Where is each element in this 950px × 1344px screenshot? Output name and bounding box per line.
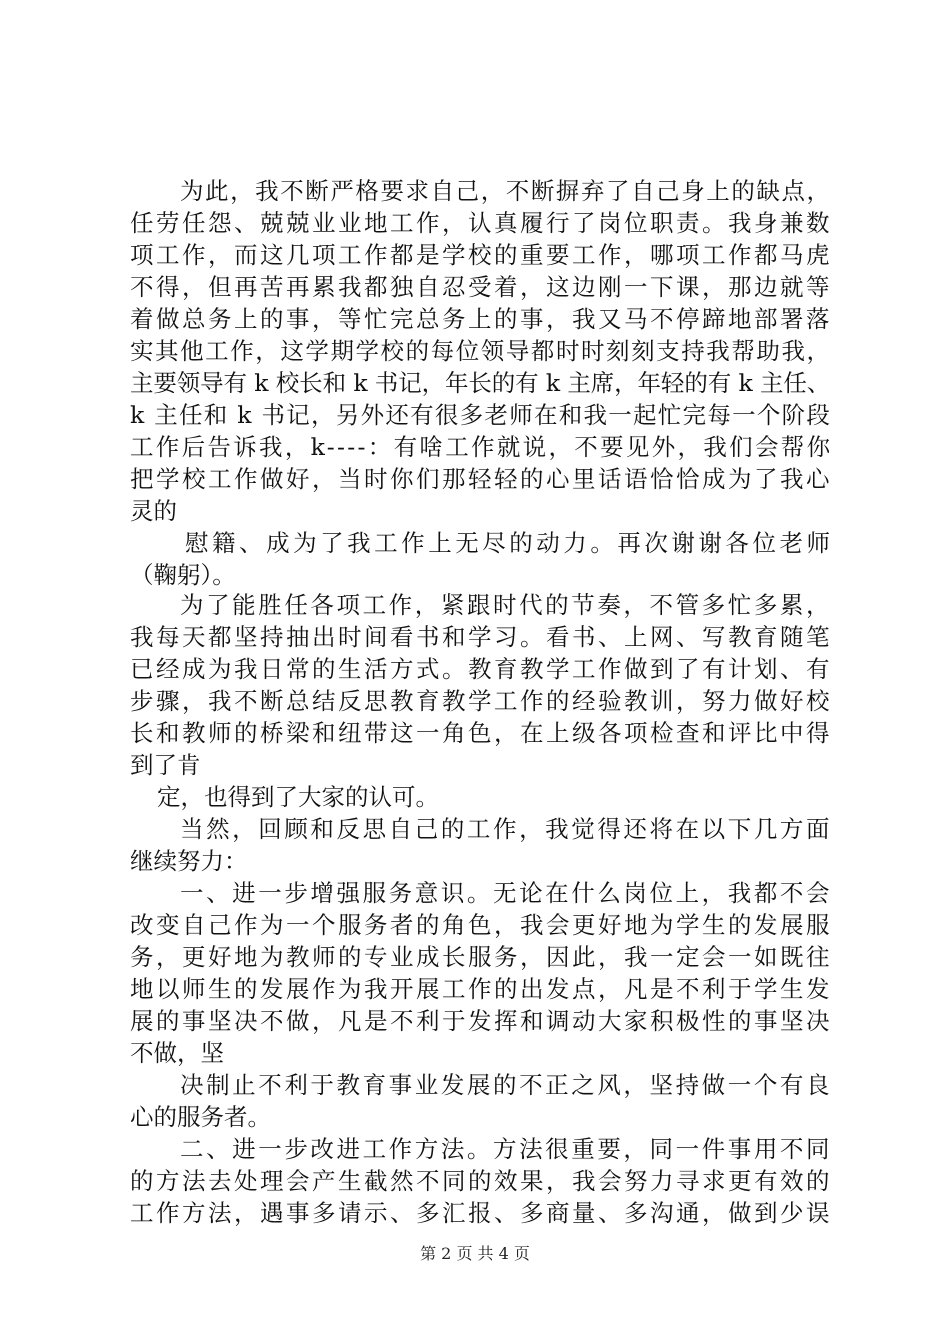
text-line: 一、进一步增强服务意识。无论在什么岗位上，我都不会 [180, 879, 833, 907]
text-line: 改变自己作为一个服务者的角色，我会更好地为学生的发展服 [130, 911, 832, 939]
text-line: 务，更好地为教师的专业成长服务，因此，我一定会一如既往 [130, 943, 832, 971]
text-line: 决制止不利于教育事业发展的不正之风，坚持做一个有良 [180, 1071, 833, 1099]
text-line: 为了能胜任各项工作，紧跟时代的节奏，不管多忙多累， [180, 591, 833, 619]
text-line: 长和教师的桥梁和纽带这一角色，在上级各项检查和评比中得 [130, 719, 832, 747]
text-line: 任劳任怨、兢兢业业地工作，认真履行了岗位职责。我身兼数 [130, 209, 832, 237]
text-line: 慰籍、成为了我工作上无尽的动力。再次谢谢各位老师 [185, 529, 834, 557]
text-line: 不做，坚 [130, 1039, 224, 1067]
text-line: 我每天都坚持抽出时间看书和学习。看书、上网、写教育随笔 [130, 623, 832, 651]
text-line: 二、进一步改进工作方法。方法很重要，同一件事用不同 [180, 1135, 833, 1163]
text-line: 展的事坚决不做，凡是不利于发挥和调动大家积极性的事坚决 [130, 1007, 832, 1035]
text-line: 不得，但再苦再累我都独自忍受着，这边刚一下课，那边就等 [130, 273, 832, 301]
text-line: 主要领导有 k 校长和 k 书记，年长的有 k 主席，年轻的有 k 主任、 [130, 369, 831, 397]
text-line: 项工作，而这几项工作都是学校的重要工作，哪项工作都马虎 [130, 241, 832, 269]
text-line: 心的服务者。 [130, 1103, 271, 1131]
text-line: 工作后告诉我，k----：有啥工作就说，不要见外，我们会帮你 [130, 433, 833, 461]
text-line: 继续努力： [130, 847, 248, 875]
text-line: 灵的 [130, 497, 177, 525]
text-line: 为此，我不断严格要求自己，不断摒弃了自己身上的缺点， [180, 177, 832, 205]
text-line: 已经成为我日常的生活方式。教育教学工作做到了有计划、有 [130, 655, 832, 683]
text-line: 工作方法，遇事多请示、多汇报、多商量、多沟通，做到少误 [130, 1199, 832, 1227]
text-line: 地以师生的发展作为我开展工作的出发点，凡是不利于学生发 [130, 975, 832, 1003]
text-line: 步骤，我不断总结反思教育教学工作的经验教训，努力做好校 [130, 687, 832, 715]
text-line: 着做总务上的事，等忙完总务上的事，我又马不停蹄地部署落 [130, 305, 832, 333]
text-line: 的方法去处理会产生截然不同的效果，我会努力寻求更有效的 [130, 1167, 832, 1195]
text-line: 到了肯 [130, 751, 201, 779]
text-line: 定，也得到了大家的认可。 [157, 783, 439, 811]
page-footer: 第 2 页 共 4 页 [420, 1244, 530, 1263]
text-line: 实其他工作，这学期学校的每位领导都时时刻刻支持我帮助我， [130, 337, 832, 365]
text-line: 把学校工作做好，当时你们那轻轻的心里话语恰恰成为了我心 [130, 465, 832, 493]
text-line: 当然，回顾和反思自己的工作，我觉得还将在以下几方面 [180, 815, 833, 843]
text-line: k 主任和 k 书记，另外还有很多老师在和我一起忙完每一个阶段 [130, 401, 832, 429]
text-line: （鞠躬）。 [130, 561, 236, 589]
